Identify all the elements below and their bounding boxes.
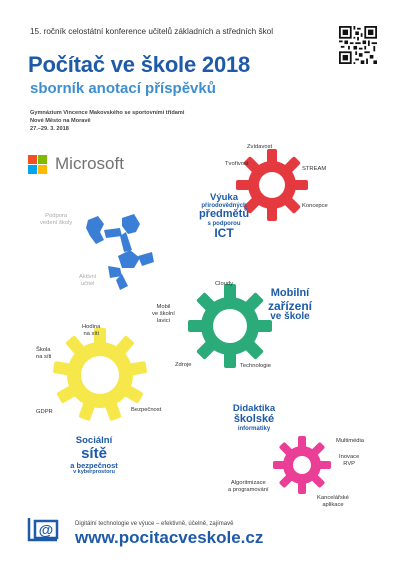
- red-heading-1: Výuka: [210, 192, 238, 203]
- green-label-6: Technologie: [240, 363, 271, 369]
- footer-url-link[interactable]: www.pocitacveskole.cz: [75, 528, 264, 547]
- blue-connector-icon: [82, 210, 182, 300]
- green-label-block: [152, 304, 175, 325]
- venue-school: Gymnázium Vincence Makovského se sportovními třídami: [30, 110, 185, 116]
- pink-label-6: Kancelářské: [317, 495, 349, 501]
- green-label-3: ve školní: [152, 311, 175, 317]
- venue-block: [30, 109, 184, 133]
- yellow-label-block: [82, 324, 100, 338]
- ms-tile-yellow: [38, 165, 47, 174]
- pink-label-3: RVP: [343, 461, 356, 467]
- venue-dates: 27.–29. 3. 2018: [30, 126, 69, 132]
- yellow-heading-2: sítě: [81, 444, 107, 462]
- green-label-1: Cloudy: [215, 281, 234, 287]
- microsoft-wordmark: Microsoft: [55, 154, 124, 173]
- yellow-label-3: Škola: [36, 347, 51, 353]
- microsoft-logo: [28, 153, 128, 177]
- ms-tile-blue: [28, 165, 37, 174]
- red-heading-3: předmětů: [198, 208, 250, 221]
- pink-gear-icon: [270, 433, 334, 497]
- green-heading-2: zařízení: [267, 298, 312, 313]
- page-subtitle: sborník anotací příspěvků: [30, 80, 216, 97]
- ms-tile-green: [38, 155, 47, 164]
- blue-label-2: vedení školy: [40, 220, 73, 226]
- qr-code[interactable]: [339, 26, 377, 64]
- yellow-label-4: na síti: [36, 354, 52, 360]
- yellow-label-1: Hodina: [82, 324, 101, 330]
- pink-label-7: aplikace: [322, 502, 344, 508]
- footer-tagline: Digitální technologie ve výuce – efektivně, účelně, zajímavě: [75, 521, 234, 527]
- ms-tile-red: [28, 155, 37, 164]
- blue-label-4: učitel: [80, 281, 95, 287]
- yellow-label-block-2: [36, 347, 51, 361]
- venue-town: Nové Město na Moravě: [30, 118, 91, 124]
- red-heading: [192, 193, 256, 240]
- red-label-1: Zvídavost: [247, 144, 273, 150]
- page-title: Počítač ve škole 2018: [28, 52, 251, 77]
- pink-heading: [222, 404, 286, 432]
- pink-label-4: Algoritmizace: [230, 480, 266, 486]
- pink-label-1: Multimédia: [336, 438, 365, 444]
- green-label-5: Zdroje: [175, 362, 192, 368]
- yellow-heading: [58, 436, 130, 475]
- red-heading-5: ICT: [214, 226, 234, 241]
- green-heading-3: ve škole: [270, 311, 310, 323]
- green-heading-1: Mobilní: [270, 287, 310, 299]
- yellow-label-5: GDPR: [36, 409, 53, 415]
- pink-heading-1: Didaktika: [232, 403, 276, 414]
- red-label-4: Koncepce: [302, 203, 328, 209]
- red-heading-4: s podporou: [207, 220, 241, 227]
- pink-label-block-2: [228, 480, 269, 494]
- green-label-2: Mobil: [156, 304, 171, 310]
- green-label-4: lavici: [157, 318, 170, 324]
- yellow-label-6: Bezpečnost: [131, 407, 162, 413]
- yellow-heading-1: Sociální: [75, 435, 113, 446]
- blue-label-block-2: [79, 274, 96, 288]
- red-label-2: Tvořivost: [225, 161, 249, 167]
- pink-heading-2: školské: [233, 412, 275, 425]
- blue-label-block: [40, 213, 72, 227]
- at-sign-logo-icon: [27, 516, 61, 544]
- pink-label-block: [339, 454, 359, 468]
- red-label-3: STREAM: [302, 166, 327, 172]
- pink-heading-3: informatiky: [237, 425, 271, 432]
- blue-label-3: Aktivní: [79, 274, 97, 280]
- svg-text:@: @: [38, 522, 54, 539]
- conference-line: 15. ročník celostátní konference učitelů základních a středních škol: [30, 27, 274, 36]
- blue-label-1: Podpora: [45, 213, 68, 219]
- green-heading: [258, 288, 322, 323]
- yellow-label-2: na síti: [83, 331, 99, 337]
- yellow-heading-4: v kyberprostoru: [73, 468, 115, 475]
- red-heading-2: přírodovědných: [201, 202, 247, 209]
- yellow-heading-3: a bezpečnost: [70, 460, 118, 470]
- pink-label-block-3: [317, 495, 349, 509]
- pink-label-5: a programování: [228, 487, 269, 493]
- pink-label-2: Inovace: [339, 454, 360, 460]
